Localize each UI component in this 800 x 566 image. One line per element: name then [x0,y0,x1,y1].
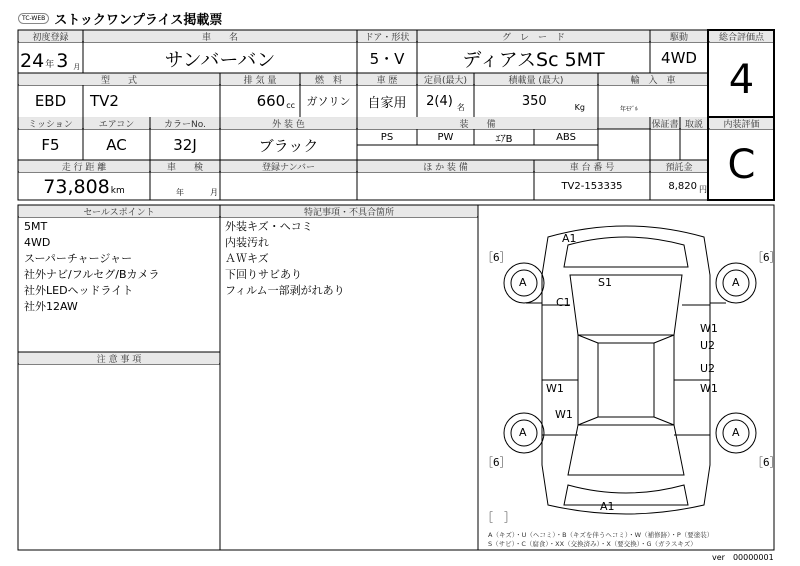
list-item: 社外ナビ/フルセグ/Bカメラ [24,268,160,281]
label-displacement: 排 気 量 [221,74,299,85]
fuel-value: ガソリン [306,95,351,108]
list-item: 5MT [24,220,48,233]
first-registration-value [20,44,82,72]
label-car-name: 車 名 [84,31,356,42]
tire-front-right: A [732,276,740,289]
label-exterior-color: 外 装 色 [221,118,356,129]
label-load: 積載量 (最大) [475,74,597,85]
damage-mark-right-rear: U2 [700,362,716,375]
legend-line: A（キズ）・U（ヘコミ）・B（キズを伴うヘコミ）・W（補修跡）・P（要塗装） [488,531,714,539]
bracket-front-right: ［6］ [752,251,781,264]
deposit-value [651,176,707,196]
import-year-label: 年ﾓﾃﾞﾙ [620,106,639,113]
label-history: 車 歴 [358,74,416,85]
displacement-value [221,86,299,116]
bracket-rear-right: ［6］ [752,456,781,469]
list-item: 内装汚れ [225,236,269,249]
grade-value: ディアスSc 5MT [462,48,605,71]
deposit-unit: 円 [699,184,707,194]
label-remarks: 特記事項・不具合箇所 [221,206,477,217]
damage-mark-left-quarter: W1 [555,408,573,421]
list-item: 社外12AW [24,300,78,313]
label-first-registration: 初度登録 [19,31,82,42]
damage-mark-left-rear: W1 [546,382,564,395]
doors-value: 5・V [369,49,405,68]
inspection-year-unit: 年 [176,188,184,197]
capacity-unit: 名 [456,102,465,112]
reg-year-unit: 年 [45,60,55,70]
exterior-color-value: ブラック [258,136,319,155]
deposit-number: 8,820 [668,180,697,192]
capacity-number: 2(4) [426,93,453,109]
label-manual: 取説 [681,118,707,129]
label-interior-score: 内装評価 [710,118,773,129]
displacement-unit: cc [286,100,295,110]
damage-mark-right-door: W1 [700,322,718,335]
reg-year: 24 [20,50,45,72]
aircon-value: AC [106,136,127,154]
label-chassis: 車 台 番 号 [535,161,649,172]
load-value [475,86,597,116]
mileage-unit: km [110,185,125,196]
damage-mark-right-door: U2 [700,339,716,352]
label-overall-score: 総合評価点 [710,31,773,42]
label-model: 型 式 [19,74,219,85]
mileage-value [19,173,149,200]
damage-mark-rear-bumper: A1 [600,500,615,513]
label-mileage: 走 行 距 離 [19,161,149,172]
bracket-rear-left: ［6］ [482,456,511,469]
label-drive: 駆動 [651,31,707,42]
label-deposit: 預託金 [651,161,707,172]
load-unit: Kg [574,102,585,112]
list-item: スーパーチャージャー [24,252,133,265]
damage-mark-front-bumper: A1 [562,232,577,245]
tire-front-left: A [519,276,527,289]
list-item: 外装キズ・ヘコミ [225,220,313,233]
tire-rear-right: A [732,426,740,439]
label-reg-number: 登録ナンバー [221,161,356,172]
model-value: TV2 [90,92,119,110]
equipment-item: PW [437,132,454,143]
sheet-title: ストックワンプライス掲載票 [54,12,223,28]
reg-month-unit: 月 [73,63,81,71]
label-fuel: 燃 料 [301,74,356,85]
list-item: 社外LEDヘッドライト [24,284,134,297]
equipment-item: ABS [556,132,576,143]
list-item: フィルム一部剥がれあり [225,284,345,297]
bracket-front-left: ［6］ [482,251,511,264]
color-no-value: 32J [173,136,197,154]
label-grade: グ レ ー ド [418,31,649,42]
legend-line: S（サビ）・C（腐食）・XX（交換済み）・X（要交換）・G（ガラスキズ） [488,540,697,548]
damage-legend [488,530,713,548]
label-equipment: 装 備 [358,118,597,129]
drive-value: 4WD [661,49,697,67]
label-cautions: 注 意 事 項 [19,353,219,364]
tire-rear-left: A [519,426,527,439]
damage-mark-right-rear: W1 [700,382,718,395]
equipment-item: PS [380,132,394,143]
displacement-number: 660 [256,92,286,110]
label-sales-points: セールスポイント [19,206,219,217]
remarks-list [225,219,475,299]
list-item: 下回りサビあり [225,268,302,281]
history-value: 自家用 [367,95,407,111]
bracket-spare: ［ ］ [482,511,515,524]
car-name-value: サンバーバン [164,48,276,71]
sales-points-list [24,219,218,315]
vehicle-damage-diagram [478,205,774,525]
damage-mark-roof: S1 [598,276,612,289]
list-item: 4WD [24,236,51,249]
label-import: 輸 入 車 [599,74,707,85]
label-aircon: エアコン [84,118,149,129]
label-other-equipment: ほ か 装 備 [358,161,533,172]
logo: TC-WEB [18,13,49,24]
load-number: 350 [521,93,547,109]
label-doors: ドア・形状 [358,31,416,42]
inspection-month-unit: 月 [210,188,218,197]
reg-month: 3 [56,50,69,72]
label-inspection: 車 検 [151,161,219,172]
label-color-no: カラーNo. [151,118,219,129]
damage-mark-left-panel: C1 [556,296,571,309]
version-label: ver 00000001 [712,553,774,562]
equipment-item: ｴｱB [495,134,513,145]
interior-score-value: C [727,141,756,188]
label-mission: ミッション [19,118,82,129]
overall-score-value: 4 [728,56,755,103]
label-warranty: 保証書 [651,120,679,130]
list-item: ＡＷキズ [225,252,269,265]
chassis-value: TV2-153335 [561,180,623,192]
mileage-number: 73,808 [43,175,110,198]
label-capacity: 定員(最大) [418,74,473,85]
capacity-value [418,86,473,116]
mission-value: F5 [41,136,60,154]
model-prefix-value: EBD [34,92,67,110]
